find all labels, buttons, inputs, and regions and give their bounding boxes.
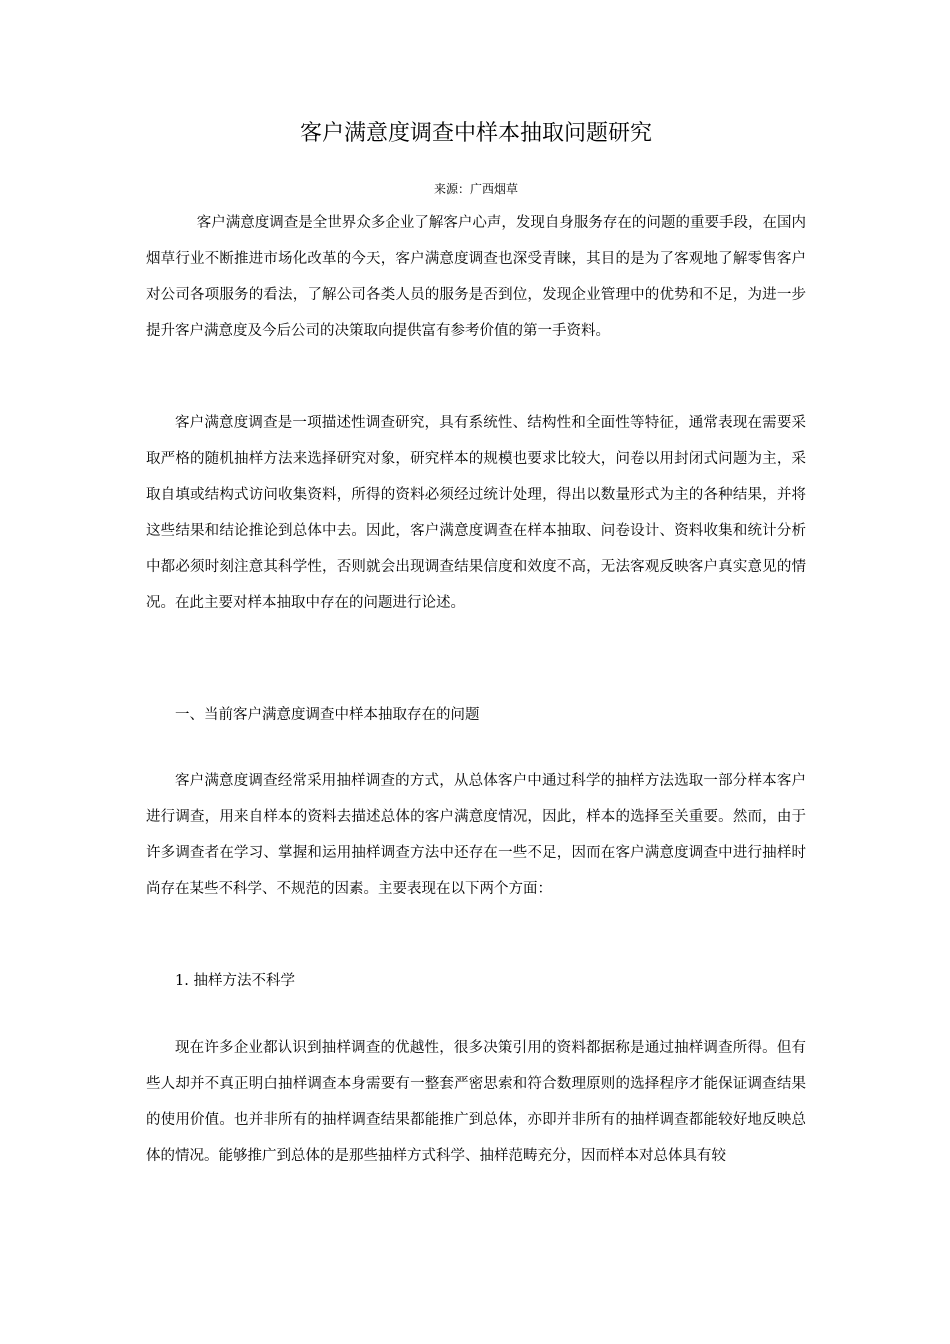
paragraph-intro: 客户满意度调查是全世界众多企业了解客户心声，发现自身服务存在的问题的重要手段，在国内烟草行业不断推进市场化改革的今天，客户满意度调查也深受青睐，其目的是为了客观地了解零售客户对公司各项服务的看法，了解公司各类人员的服务是否到位，发现企业管理中的优势和不足，为进一步提升客户满意度及今后公司的决策取向提供富有参考价值的第一手资料。 <box>146 215 806 339</box>
paragraph-sampling: 客户满意度调查经常采用抽样调查的方式，从总体客户中通过科学的抽样方法选取一部分样本客户进行调查，用来自样本的资料去描述总体的客户满意度情况，因此，样本的选择至关重要。然而，由于许多调查者在学习、掌握和运用抽样调查方法中还存在一些不足，因而在客户满意度调查中进行抽样时尚存在某些不科学、不规范的因素。主要表现在以下两个方面： <box>146 773 806 897</box>
paragraph-method: 现在许多企业都认识到抽样调查的优越性，很多决策引用的资料都据称是通过抽样调查所得。但有些人却并不真正明白抽样调查本身需要有一整套严密思索和符合数理原则的选择程序才能保证调查结果的使用价值。也并非所有的抽样调查结果都能推广到总体，亦即并非所有的抽样调查都能较好地反映总体的情况。能够推广到总体的是那些抽样方式科学、抽样范畴充分，因而样本对总体具有较 <box>146 1040 806 1164</box>
source-line: 来源：广西烟草 <box>433 182 518 196</box>
page-title: 客户满意度调查中样本抽取问题研究 <box>299 121 652 146</box>
paragraph-description: 客户满意度调查是一项描述性调查研究，具有系统性、结构性和全面性等特征，通常表现在需要采取严格的随机抽样方法来选择研究对象，研究样本的规模也要求比较大，问卷以用封闭式问题为主，采取自填或结构式访问收集资料，所得的资料必须经过统计处理，得出以数量形式为主的各种结果，并将这些结果和结论推论到总体中去。因此，客户满意度调查在样本抽取、问卷设计、资料收集和统计分析中都必须时刻注意其科学性，否则就会出现调查结果信度和效度不高，无法客观反映客户真实意见的情况。在此主要对样本抽取中存在的问题进行论述。 <box>146 415 806 611</box>
subsection-heading-1: 1. 抽样方法不科学 <box>175 973 295 989</box>
section-heading-1: 一、当前客户满意度调查中样本抽取存在的问题 <box>175 707 480 723</box>
